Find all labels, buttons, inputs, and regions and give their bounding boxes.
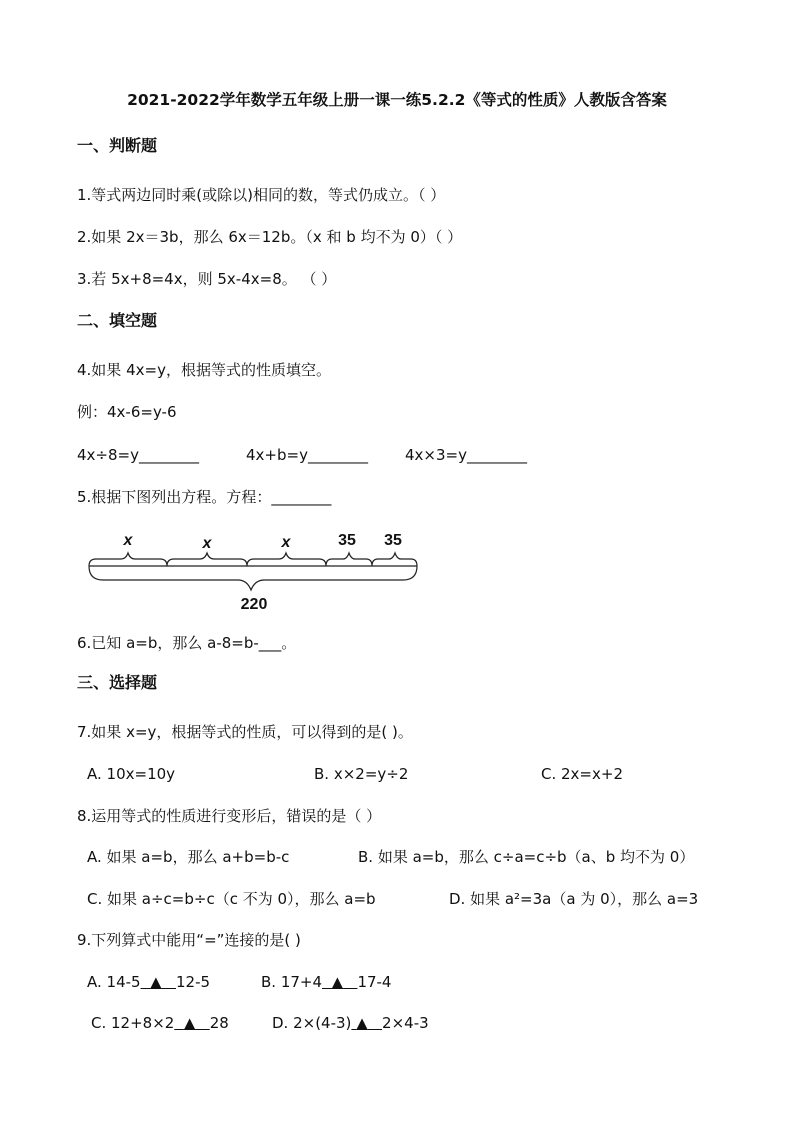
brace-total xyxy=(89,566,417,590)
option-b-right: 17-4 xyxy=(357,973,392,991)
segment-label-1: x xyxy=(123,532,133,549)
section-heading-judgement: 一、判断题 xyxy=(77,136,158,155)
section-heading-choice: 三、选择题 xyxy=(77,673,158,692)
question-4-blank-3: 4x×3=y________ xyxy=(405,446,527,464)
question-9-option-a xyxy=(87,972,210,992)
option-b-left: B. 17+4 xyxy=(261,973,323,991)
option-a-right: 12-5 xyxy=(175,973,211,991)
option-c-blank xyxy=(174,1014,209,1032)
segment-label-2: x xyxy=(202,535,212,552)
question-2: 2.如果 2x＝3b，那么 6x＝12b。（x 和 b 均不为 0）（ ） xyxy=(77,228,463,246)
option-a-triangle: ▲ xyxy=(150,973,162,991)
brace-35-1 xyxy=(326,553,372,566)
question-8-stem: 8.运用等式的性质进行变形后，错误的是（ ） xyxy=(77,807,382,825)
question-7-stem: 7.如果 x=y，根据等式的性质，可以得到的是( )。 xyxy=(77,723,413,741)
segment-label-4: 35 xyxy=(338,532,356,549)
question-7-option-b: B. x×2=y÷2 xyxy=(314,765,409,783)
segment-total: 220 xyxy=(240,596,268,613)
option-d-left: D. 2×(4-3) xyxy=(272,1014,352,1032)
question-3: 3.若 5x+8=4x，则 5x-4x=8。 （ ） xyxy=(77,270,337,288)
segment-label-3: x xyxy=(281,534,291,551)
option-d-triangle: ▲ xyxy=(356,1014,368,1032)
option-a-blank xyxy=(141,973,176,991)
page-title: 2021-2022学年数学五年级上册一课一练5.2.2《等式的性质》人教版含答案 xyxy=(127,91,667,109)
brace-x-3 xyxy=(247,553,326,566)
question-6: 6.已知 a=b，那么 a-8=b-___。 xyxy=(77,634,297,652)
question-5-stem: 5.根据下图列出方程。方程：________ xyxy=(77,488,332,506)
option-b-triangle: ▲ xyxy=(331,973,344,991)
question-7-option-a: A. 10x=10y xyxy=(87,765,176,783)
question-8-option-d: D. 如果 a²=3a（a 为 0），那么 a=3 xyxy=(449,890,699,908)
question-8-option-b: B. 如果 a=b，那么 c÷a=c÷b（a、b 均不为 0） xyxy=(358,848,695,866)
question-4-example: 例：4x-6=y-6 xyxy=(77,403,177,421)
question-4-stem: 4.如果 4x=y，根据等式的性质填空。 xyxy=(77,361,331,379)
option-d-right: 2×4-3 xyxy=(382,1014,429,1032)
segment-label-5: 35 xyxy=(384,532,402,549)
brace-35-2 xyxy=(372,553,417,566)
question-1: 1.等式两边同时乘(或除以)相同的数，等式仍成立。（ ） xyxy=(77,186,446,204)
option-b-blank xyxy=(322,973,357,991)
question-8-option-a: A. 如果 a=b，那么 a+b=b-c xyxy=(87,848,290,866)
option-c-left: C. 12+8×2 xyxy=(91,1014,175,1032)
section-heading-fill-blank: 二、填空题 xyxy=(77,311,158,330)
question-4-blank-2: 4x+b=y________ xyxy=(246,446,368,464)
question-9-option-b xyxy=(261,972,391,992)
question-9-stem: 9.下列算式中能用“=”连接的是( ) xyxy=(77,931,301,949)
question-8-option-c: C. 如果 a÷c=b÷c（c 不为 0），那么 a=b xyxy=(87,890,376,908)
question-9-option-c xyxy=(91,1013,229,1033)
option-c-right: 28 xyxy=(209,1014,229,1032)
question-7-option-c: C. 2x=x+2 xyxy=(541,765,623,783)
brace-x-2 xyxy=(167,553,247,566)
option-c-triangle: ▲ xyxy=(183,1014,196,1032)
option-a-left: A. 14-5 xyxy=(87,973,141,991)
option-d-blank xyxy=(351,1014,382,1032)
question-4-blank-1: 4x÷8=y________ xyxy=(77,446,199,464)
brace-x-1 xyxy=(89,553,167,566)
question-9-option-d xyxy=(272,1013,429,1033)
